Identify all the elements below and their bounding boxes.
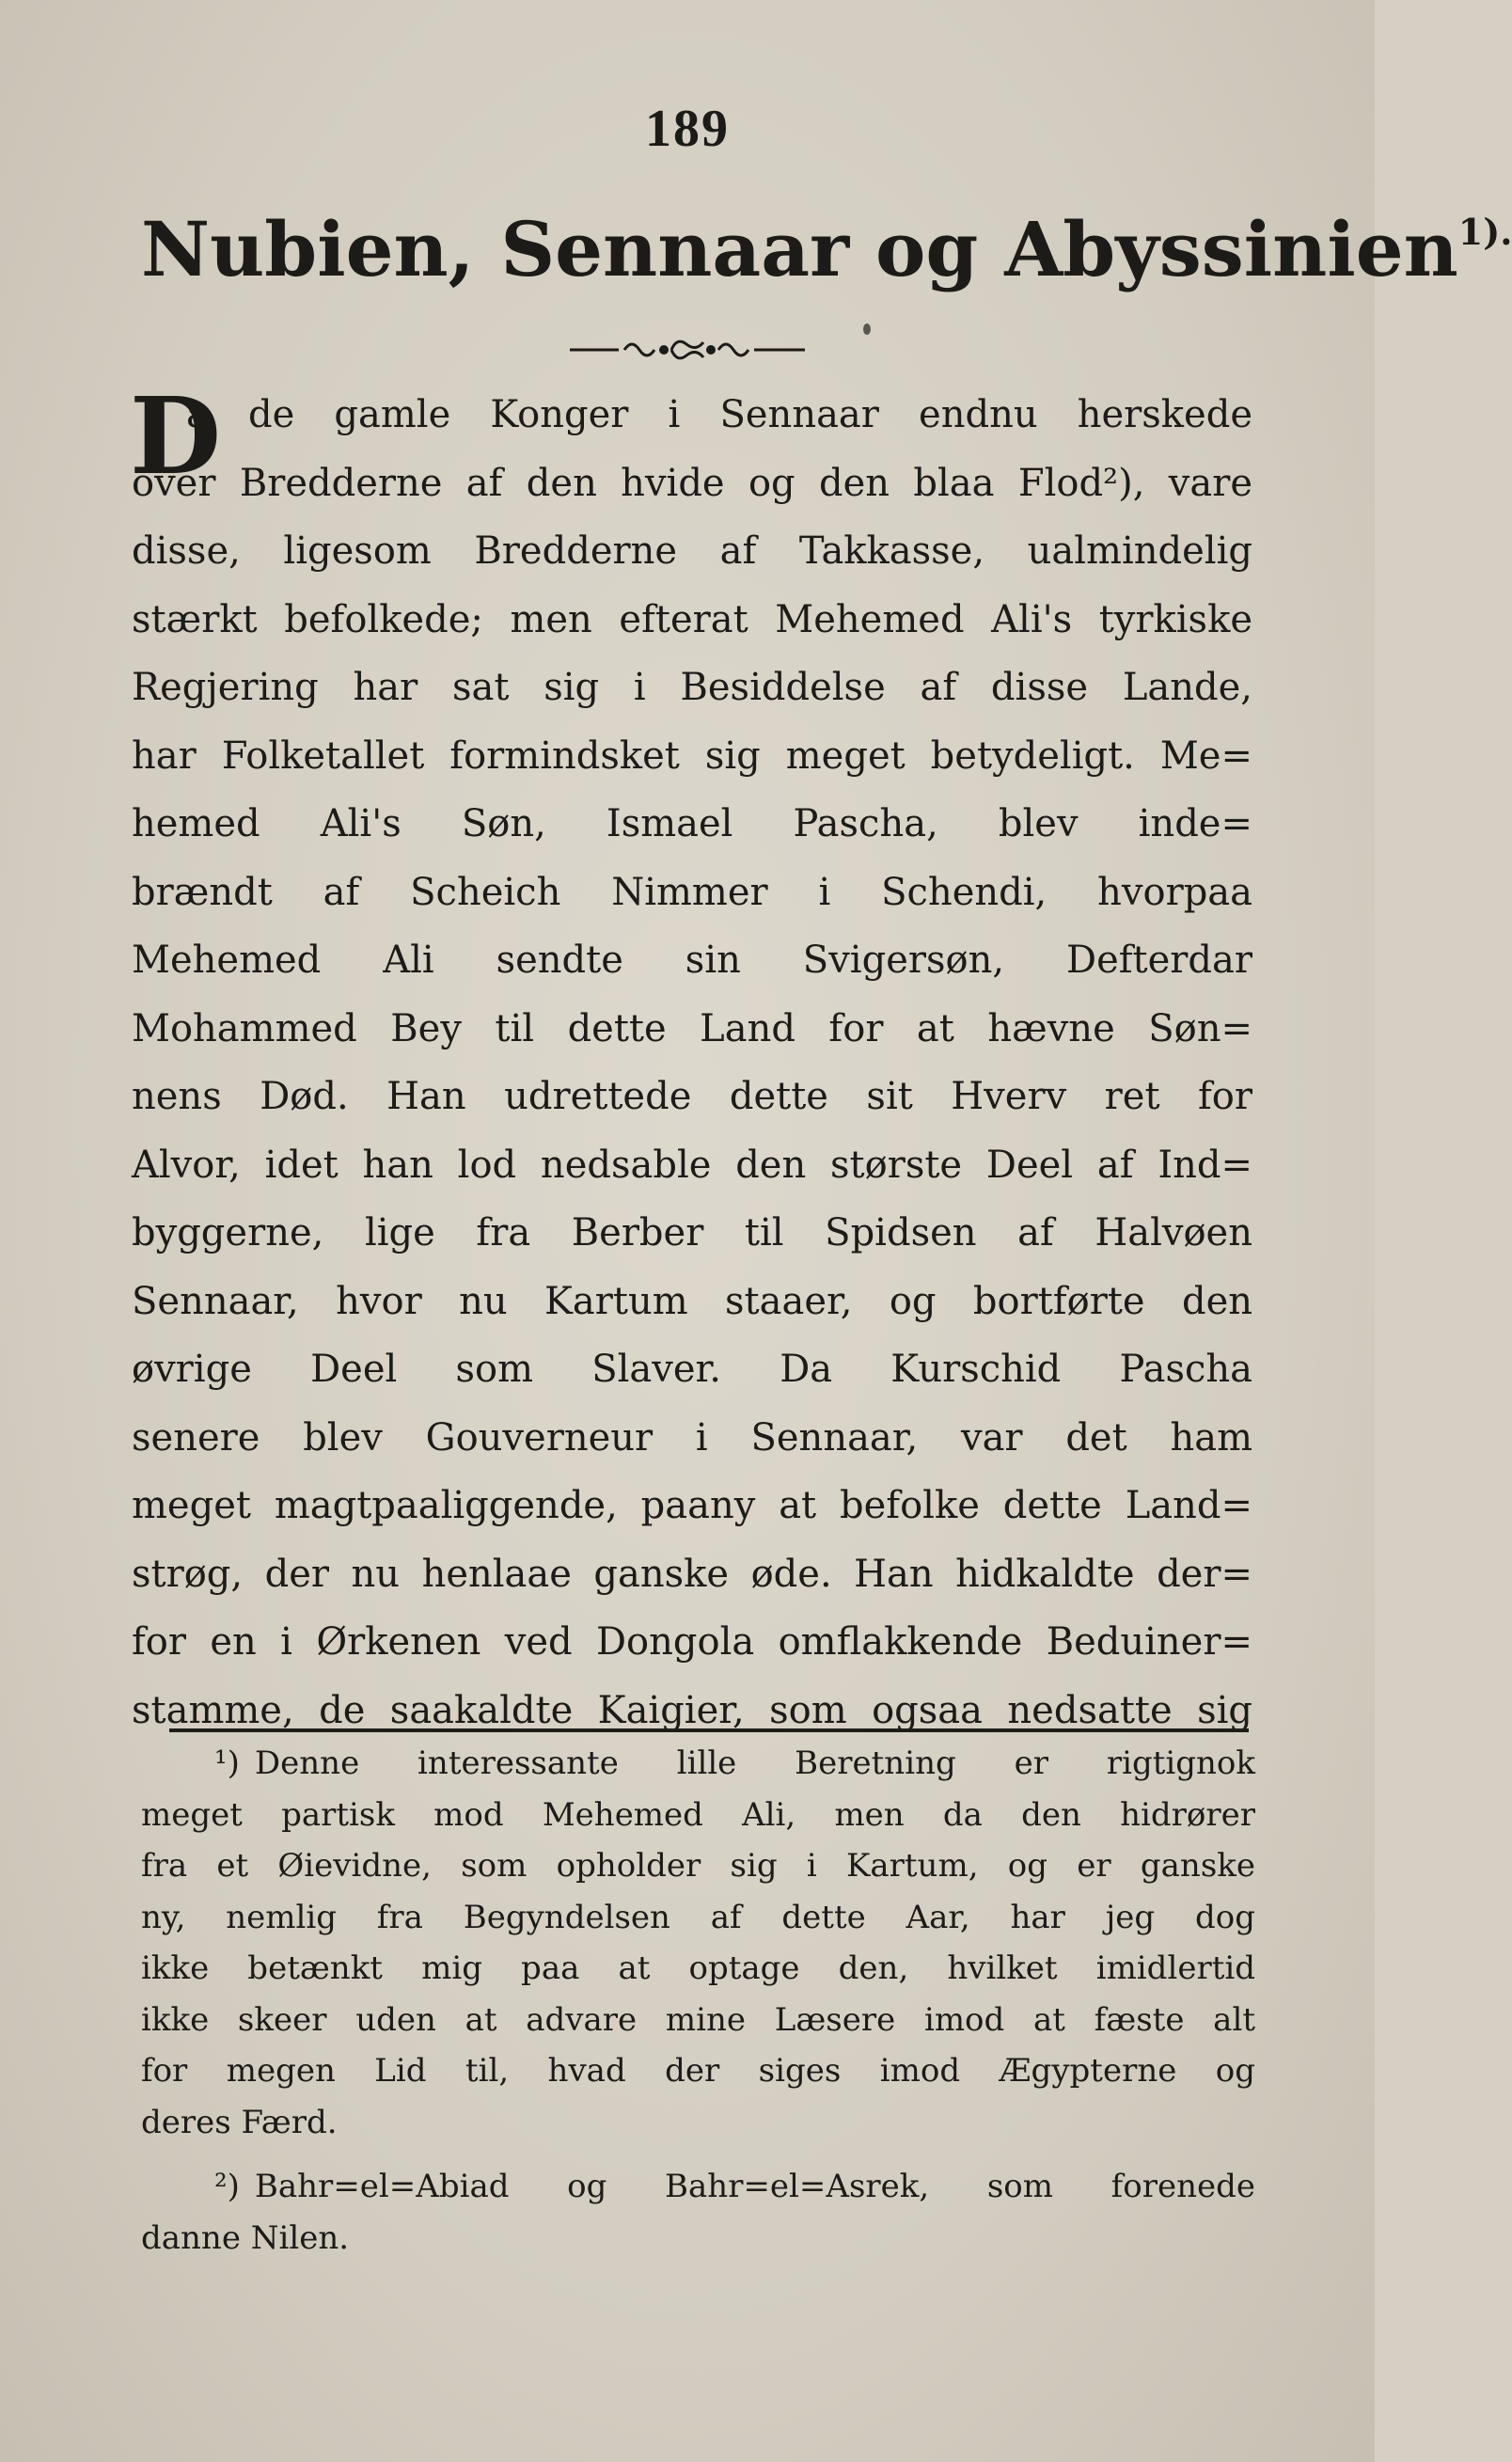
body-line: brændt af Scheich Nimmer i Schendi, hvorpaa <box>132 870 1252 914</box>
body-line: over Bredderne af den hvide og den blaa Flod²), vare <box>132 461 1252 505</box>
body-line: stamme, de saakaldte Kaigier, som ogsaa nedsatte sig <box>132 1688 1252 1732</box>
body-line: strøg, der nu henlaae ganske øde. Han hidkaldte der= <box>132 1552 1252 1596</box>
title-footnote-mark: 1). <box>1457 211 1512 253</box>
footnotes <box>141 1738 1255 2264</box>
body-line: hemed Ali's Søn, Ismael Pascha, blev inde= <box>132 802 1252 845</box>
footnote-1-line: ikke betænkt mig paa at optage den, hvilket imidlertid <box>141 1949 1255 1987</box>
body-line: stærkt befolkede; men efterat Mehemed Ali's tyrkiske <box>132 597 1252 641</box>
body-line: øvrige Deel som Slaver. Da Kurschid Pascha <box>132 1348 1252 1391</box>
footnote-2-mark: ²) <box>214 2168 240 2205</box>
footnote-1-line: ikke skeer uden at advare mine Læsere imod at fæste alt <box>141 2000 1255 2039</box>
body-text <box>130 375 1252 1744</box>
footnote-2-line: danne Nilen. <box>141 2218 350 2257</box>
ornament-divider-icon <box>570 331 805 369</box>
footnote-1-line: ny, nemlig fra Begyndelsen af dette Aar, har jeg dog <box>141 1898 1255 1936</box>
body-line: senere blev Gouverneur i Sennaar, var det ham <box>132 1415 1252 1460</box>
body-line: Regjering har sat sig i Besiddelse af disse Lande, <box>132 666 1252 709</box>
footnote-1-text: Denne interessante lille Beretning er rigtignok <box>254 1744 1255 1782</box>
chapter-title <box>141 205 1512 293</box>
body-line: nens Død. Han udrettede dette sit Hverv ret for <box>132 1075 1252 1118</box>
body-line: for en i Ørkenen ved Dongola omflakkende Beduiner= <box>132 1620 1252 1664</box>
footnote-1-line: deres Færd. <box>141 2103 338 2141</box>
page-number: 189 <box>645 100 730 158</box>
body-line: a de gamle Konger i Sennaar endnu herskede <box>186 393 1252 436</box>
footnote-1-mark: ¹) <box>214 1744 240 1782</box>
footnote-2-line <box>141 2161 1255 2213</box>
footnote-2-text: Bahr=el=Abiad og Bahr=el=Asrek, som forenede <box>254 2168 1255 2205</box>
body-line: disse, ligesom Bredderne af Takkasse, ualmindelig <box>132 529 1252 573</box>
chapter-title-text: Nubien, Sennaar og Abyssinien <box>141 205 1458 293</box>
body-line: har Folketallet formindsket sig meget betydeligt. Me= <box>132 734 1252 778</box>
footnote-1-line: fra et Øievidne, som opholder sig i Kartum, og er ganske <box>141 1847 1255 1885</box>
body-line: meget magtpaaliggende, paany at befolke dette Land= <box>132 1484 1252 1527</box>
footnote-1-line <box>141 1738 1255 1790</box>
body-line: Mehemed Ali sendte sin Svigersøn, Defterdar <box>132 939 1252 982</box>
footnote-1-line: for megen Lid til, hvad der siges imod Ægypterne og <box>141 2052 1255 2090</box>
body-line: Mohammed Bey til dette Land for at hævne Søn= <box>132 1006 1252 1050</box>
paper-speck <box>863 324 871 335</box>
footnote-rule <box>169 1728 1249 1732</box>
body-line: Alvor, idet han lod nedsable den største Deel af Ind= <box>132 1143 1252 1187</box>
body-line: Sennaar, hvor nu Kartum staaer, og bortførte den <box>132 1279 1252 1323</box>
drop-cap: D <box>130 375 222 498</box>
footnote-1-line: meget partisk mod Mehemed Ali, men da den hidrører <box>141 1795 1255 1834</box>
body-line: byggerne, lige fra Berber til Spidsen af Halvøen <box>132 1211 1252 1255</box>
